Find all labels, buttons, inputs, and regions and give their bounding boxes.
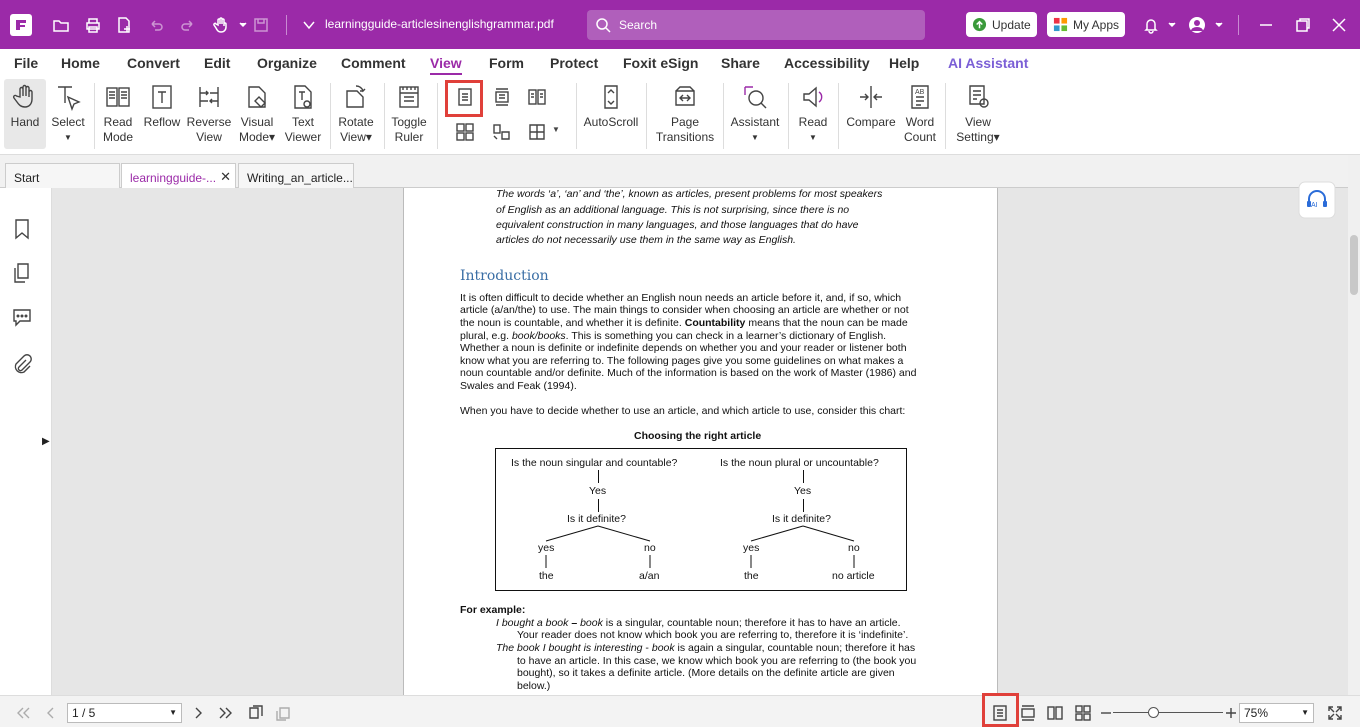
toggle-ruler-label-2: Ruler <box>394 130 424 144</box>
decision-chart <box>495 448 907 591</box>
example-2-phrase: The book I bought is interesting <box>496 642 643 654</box>
view-setting-label-1: View <box>965 115 991 129</box>
intro-quote-line-2: of English as an additional language. This is not surprising, since there is no <box>496 204 850 216</box>
facing-view-icon[interactable] <box>1046 704 1064 722</box>
menu-help[interactable]: Help <box>889 55 920 71</box>
rotate-view-button[interactable] <box>334 79 378 145</box>
chevron-down-icon: ▼ <box>751 133 759 142</box>
apps-grid-icon <box>1053 17 1068 32</box>
autoscroll-icon <box>597 83 625 111</box>
divider <box>838 83 839 149</box>
intro-quote-line-3: equivalent construction in many languages, and those languages that do have <box>496 219 859 231</box>
menu-foxit-esign[interactable]: Foxit eSign <box>623 55 699 71</box>
para1-line-1: It is often difficult to decide whether an English noun needs an article before it, and, if so, which <box>460 292 902 304</box>
update-arrow-icon <box>972 17 987 32</box>
page-transitions-label-1: Page <box>670 115 700 129</box>
continuous-page-icon[interactable] <box>492 87 512 107</box>
zoom-value: 75% <box>1244 706 1269 720</box>
chart-title: Choosing the right article <box>634 430 762 442</box>
right-yes: Yes <box>794 485 812 497</box>
svg-text:AI: AI <box>1311 202 1318 209</box>
word-count-icon <box>906 83 934 111</box>
first-page-icon[interactable] <box>14 704 32 722</box>
ruler-icon <box>395 83 423 111</box>
book-icon <box>104 83 132 111</box>
chevron-down-icon[interactable]: ▼ <box>169 708 177 717</box>
word-count-button[interactable] <box>901 79 939 145</box>
speaker-icon <box>799 83 827 111</box>
menu-edit[interactable]: Edit <box>204 55 231 71</box>
read-mode-label-1: Read <box>103 115 133 129</box>
close-tab-icon[interactable]: ✕ <box>220 169 231 184</box>
menu-file[interactable]: File <box>14 55 39 71</box>
right-no-branch: no <box>848 542 860 554</box>
hand-button[interactable] <box>4 79 46 149</box>
continuous-facing-view-icon[interactable] <box>1074 704 1092 722</box>
assistant-search-icon <box>741 83 769 111</box>
rotate-view-label-2: View▾ <box>340 130 372 144</box>
undo-icon[interactable] <box>145 14 167 36</box>
facing-pages-icon[interactable] <box>527 87 547 107</box>
text-viewer-button[interactable] <box>282 79 324 145</box>
read-mode-button[interactable] <box>99 79 137 145</box>
search-placeholder: Search <box>619 18 658 32</box>
read-aloud-button[interactable] <box>794 79 832 145</box>
myapps-button[interactable] <box>1047 12 1125 37</box>
word-count-label-2: Count <box>903 130 937 144</box>
continuous-facing-icon[interactable] <box>455 122 475 142</box>
fullscreen-icon[interactable] <box>1326 704 1344 722</box>
divider <box>1238 15 1239 35</box>
bookmark-icon[interactable] <box>11 218 33 240</box>
menu-view[interactable]: View <box>430 55 462 75</box>
print-icon[interactable] <box>82 14 104 36</box>
intro-quote-line-1: The words ‘a’, ‘an’ and ‘the’, known as articles, present problems for most speakers <box>496 188 883 200</box>
right-definite-question: Is it definite? <box>772 513 831 525</box>
document-tabs <box>0 155 1348 188</box>
update-button[interactable] <box>966 12 1037 37</box>
status-bar <box>0 695 1360 727</box>
previous-page-icon[interactable] <box>42 704 60 722</box>
update-label: Update <box>992 17 1031 32</box>
title-bar <box>0 0 1360 49</box>
menu-form[interactable]: Form <box>489 55 524 71</box>
reverse-view-icon <box>195 83 223 111</box>
example-2-word: book <box>651 642 675 654</box>
vertical-scrollbar[interactable] <box>1348 155 1360 695</box>
left-yes-branch: yes <box>538 542 555 554</box>
divider <box>437 83 438 149</box>
open-folder-icon[interactable] <box>50 14 72 36</box>
pages-thumbnail-icon[interactable] <box>11 262 33 284</box>
compare-icon <box>857 83 885 111</box>
chevron-down-icon[interactable] <box>1208 14 1230 36</box>
highlight-box <box>445 80 483 117</box>
previous-view-icon[interactable] <box>246 704 264 722</box>
reflow-label: Reflow <box>143 115 181 129</box>
minimize-icon[interactable] <box>1255 14 1277 36</box>
para1-line-7: noun countable and/or definite. Much of the information is based on the work of Master (1986) and <box>460 367 917 379</box>
example-2-line-4: below.) <box>517 680 551 692</box>
divider <box>94 83 95 149</box>
menu-convert[interactable]: Convert <box>127 55 180 71</box>
select-label: Select <box>51 115 85 129</box>
reverse-view-label-1: Reverse <box>186 115 232 129</box>
doc-chevron-icon[interactable] <box>298 14 320 36</box>
dash: – <box>568 617 581 629</box>
para1-line-6: know what you are referring to. The following pages give you some guidelines on what makes a <box>460 355 904 367</box>
example-2-text: is again a singular, countable noun; therefore it has <box>674 642 916 654</box>
menu-accessibility[interactable]: Accessibility <box>784 55 870 71</box>
reverse-view-label-2: View <box>196 130 222 144</box>
visual-mode-button[interactable] <box>235 79 279 145</box>
text-viewer-label-1: Text <box>291 115 314 129</box>
zoom-slider-thumb[interactable] <box>1148 707 1159 718</box>
para1-line-5: Whether a noun is definite or indefinite depends on whether you and your reader or listener both <box>460 342 907 354</box>
view-setting-button[interactable] <box>952 79 1004 145</box>
attachment-icon[interactable] <box>11 353 33 375</box>
myapps-label: My Apps <box>1073 17 1120 32</box>
comments-icon[interactable] <box>11 306 33 328</box>
reflow-icon <box>148 83 176 111</box>
divider <box>646 83 647 149</box>
right-yes-branch: yes <box>743 542 760 554</box>
divider <box>330 83 331 149</box>
visual-mode-label-1: Visual <box>240 115 274 129</box>
example-term: book/books <box>511 330 566 342</box>
tab-writing-article[interactable]: Writing_an_article... <box>238 163 354 188</box>
visual-mode-icon <box>243 83 271 111</box>
notification-bell-icon[interactable] <box>1140 14 1162 36</box>
right-no-article: no article <box>832 570 875 582</box>
example-2-line-2: to have an article. In this case, we know which book you are referring to (the book you <box>517 655 917 667</box>
example-heading: For example: <box>460 604 526 616</box>
read-label: Read <box>798 115 828 129</box>
menu-organize[interactable]: Organize <box>257 55 317 71</box>
menu-protect[interactable]: Protect <box>550 55 599 71</box>
autoscroll-button[interactable] <box>582 79 640 130</box>
navigation-panel <box>0 188 52 695</box>
text-viewer-icon <box>289 83 317 111</box>
save-icon[interactable] <box>250 14 272 36</box>
ribbon-toolbar <box>0 77 1360 155</box>
redo-icon[interactable] <box>177 14 199 36</box>
zoom-out-icon[interactable] <box>1097 704 1115 722</box>
expand-panel-arrow-icon[interactable]: ▶ <box>42 436 50 447</box>
right-question: Is the noun plural or uncountable? <box>720 457 879 469</box>
para1-line-8: Swales and Feak (1994). <box>460 380 577 392</box>
cover-page-icon[interactable] <box>492 122 512 142</box>
para1-line-4 <box>460 330 886 343</box>
para1-text: the noun is countable, and whether it is definite. <box>460 317 685 329</box>
example-1-line-2: Your reader does not know which book you are referring to, therefore it is ‘indefinite’. <box>517 629 909 641</box>
chevron-down-icon[interactable]: ▼ <box>552 125 560 134</box>
example-1-word: book <box>580 617 603 629</box>
para1-line-2: article (a/an/the) to use. The main things to consider when choosing an article are whether or not <box>460 304 909 316</box>
restore-icon[interactable] <box>1292 14 1314 36</box>
autoscroll-label: AutoScroll <box>583 115 639 129</box>
divider <box>286 15 287 35</box>
intro-quote-line-4: articles do not necessarily use them in the same way as English. <box>496 234 796 246</box>
example-1-text: is a singular, countable noun; therefore it has to have an article. <box>602 617 901 629</box>
tab-learningguide-label: learningguide-... <box>130 171 217 185</box>
ai-headset-icon <box>1297 180 1337 220</box>
view-setting-label-2: Setting▾ <box>956 130 1000 144</box>
divider <box>576 83 577 149</box>
search-icon <box>595 17 611 33</box>
example-1 <box>496 617 901 630</box>
page-transitions-label-2: Transitions <box>655 130 715 144</box>
toggle-ruler-button[interactable] <box>388 79 430 145</box>
search-box[interactable] <box>587 10 925 40</box>
example-2-line-3: bought), so it takes a definite article. (More details on the definite article are given <box>517 667 895 679</box>
reflow-button[interactable] <box>142 79 182 130</box>
example-1-phrase: I bought a book <box>496 617 569 629</box>
select-text-icon <box>54 83 82 111</box>
left-yes: Yes <box>589 485 607 497</box>
page-transitions-button[interactable] <box>652 79 718 145</box>
tab-start[interactable]: Start <box>5 163 120 188</box>
split-view-icon[interactable] <box>527 122 547 142</box>
chevron-down-icon[interactable] <box>1161 14 1183 36</box>
compare-button[interactable] <box>845 79 897 130</box>
menu-home[interactable]: Home <box>61 55 100 71</box>
document-canvas <box>52 188 1348 695</box>
left-the: the <box>539 570 554 582</box>
highlight-box <box>982 693 1019 727</box>
para1-line-3 <box>460 317 908 330</box>
left-no-branch: no <box>644 542 656 554</box>
left-question: Is the noun singular and countable? <box>511 457 678 469</box>
read-mode-label-2: Mode <box>102 130 134 144</box>
menu-bar <box>0 49 1360 77</box>
assistant-button[interactable] <box>728 79 782 145</box>
assistant-label: Assistant <box>730 115 780 129</box>
hand-label: Hand <box>10 115 40 129</box>
chevron-down-icon: ▼ <box>809 133 817 142</box>
menu-ai-assistant[interactable]: AI Assistant <box>948 55 1029 71</box>
compare-label: Compare <box>846 115 896 129</box>
divider <box>788 83 789 149</box>
close-icon[interactable] <box>1328 14 1350 36</box>
zoom-level-select[interactable] <box>1239 703 1314 723</box>
continuous-view-icon[interactable] <box>1019 704 1037 722</box>
example-2 <box>496 642 915 655</box>
section-heading: Introduction <box>460 268 549 284</box>
para1-text: . This is something you can check in a learner’s dictionary of English. <box>565 330 887 342</box>
word-count-label-1: Word <box>905 115 935 129</box>
document-title: learningguide-articlesinenglishgrammar.pdf <box>325 17 554 31</box>
para1-text: plural, e.g. <box>460 330 512 342</box>
text-viewer-label-2: Viewer <box>284 130 322 144</box>
next-page-icon[interactable] <box>189 704 207 722</box>
divider <box>723 83 724 149</box>
zoom-slider[interactable] <box>1113 712 1223 713</box>
visual-mode-label-2: Mode▾ <box>238 130 276 144</box>
dash: - <box>642 642 652 654</box>
account-avatar-icon[interactable] <box>1186 14 1208 36</box>
last-page-icon[interactable] <box>217 704 235 722</box>
hand-icon <box>11 83 39 111</box>
new-document-icon[interactable] <box>113 14 135 36</box>
countability-term: Countability <box>684 317 746 329</box>
divider <box>384 83 385 149</box>
left-definite-question: Is it definite? <box>567 513 626 525</box>
para1-text: means that the noun can be made <box>745 317 908 329</box>
scroll-thumb[interactable] <box>1350 235 1358 295</box>
rotate-view-label-1: Rotate <box>338 115 374 129</box>
right-the: the <box>744 570 759 582</box>
page-number-value: 1 / 5 <box>72 706 96 720</box>
ai-assistant-float[interactable] <box>1297 180 1347 220</box>
view-setting-icon <box>964 83 992 111</box>
page-number-input[interactable] <box>67 703 182 723</box>
rotate-view-icon <box>342 83 370 111</box>
reverse-view-button[interactable] <box>187 79 231 145</box>
hand-tool-icon[interactable] <box>210 14 232 36</box>
tab-learningguide[interactable] <box>121 163 236 189</box>
toggle-ruler-label-1: Toggle <box>391 115 427 129</box>
chevron-down-icon: ▼ <box>64 133 72 142</box>
foxit-logo-icon[interactable] <box>10 14 32 36</box>
chevron-down-icon[interactable]: ▼ <box>1301 708 1309 717</box>
zoom-in-icon[interactable] <box>1222 704 1240 722</box>
para2: When you have to decide whether to use an article, and which article to use, consider this chart: <box>460 405 906 417</box>
select-button[interactable] <box>50 79 86 145</box>
next-view-icon[interactable] <box>274 704 292 722</box>
menu-comment[interactable]: Comment <box>341 55 406 71</box>
pdf-page <box>403 188 998 695</box>
svg-text:AB: AB <box>915 89 925 96</box>
page-transitions-icon <box>671 83 699 111</box>
left-a-an: a/an <box>639 570 660 582</box>
menu-share[interactable]: Share <box>721 55 760 71</box>
divider <box>945 83 946 149</box>
